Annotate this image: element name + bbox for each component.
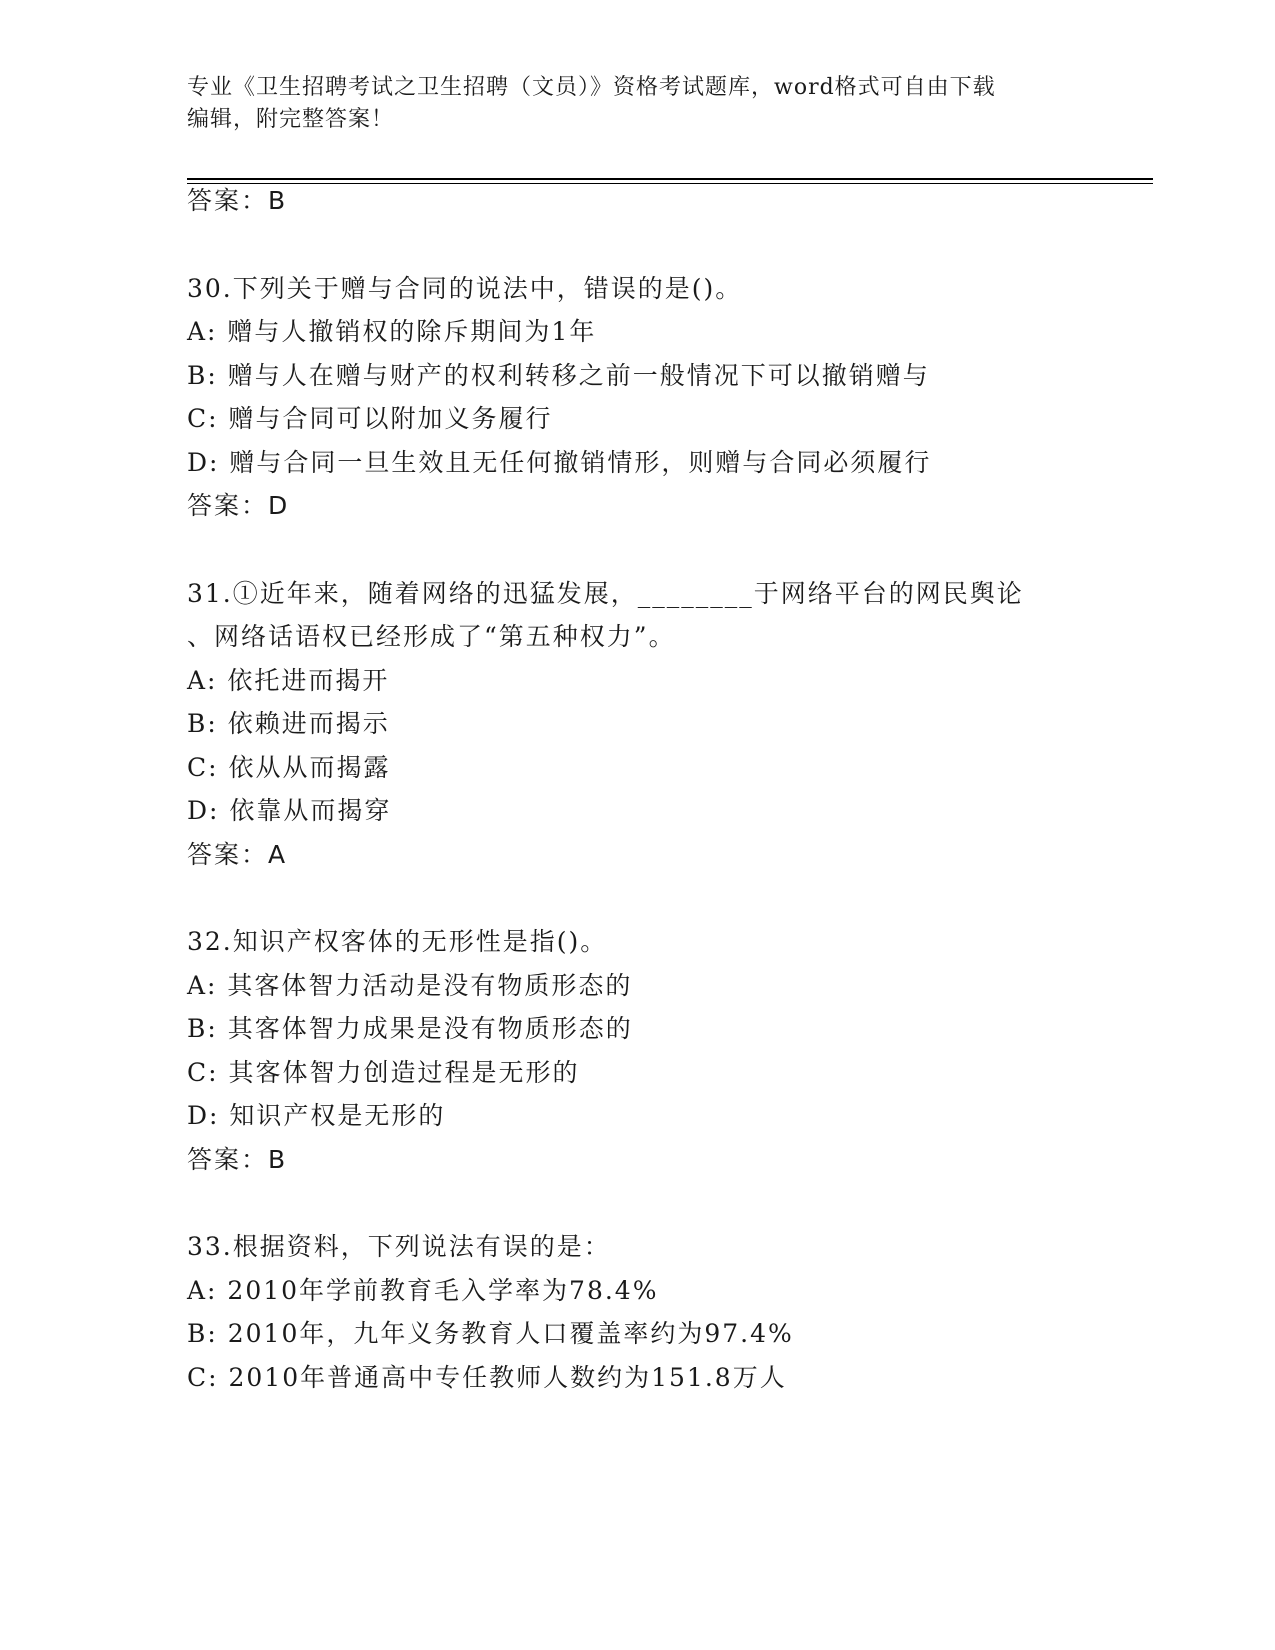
question-30-option-a: A: 赠与人撤销权的除斥期间为1年 [187, 317, 597, 346]
question-33-option-c: C: 2010年普通高中专任教师人数约为151.8万人 [187, 1363, 787, 1392]
question-31-option-a: A: 依托进而揭开 [187, 666, 390, 695]
document-header [187, 72, 1067, 136]
previous-answer: 答案：B [187, 186, 288, 215]
header-line-2: 编辑，附完整答案！ [187, 107, 395, 132]
question-32-answer: 答案：B [187, 1145, 288, 1174]
header-divider-thick [187, 178, 1153, 180]
header-line-1: 专业《卫生招聘考试之卫生招聘（文员）》资格考试题库，word格式可自由下载 [187, 75, 996, 100]
header-divider-thin [187, 183, 1153, 184]
question-31-stem-line-2: 、网络话语权已经形成了“第五种权力”。 [187, 622, 676, 651]
question-31-stem-line-1: 31.①近年来，随着网络的迅猛发展，________于网络平台的网民舆论 [187, 579, 1024, 608]
question-30-option-d: D: 赠与合同一旦生效且无任何撤销情形，则赠与合同必须履行 [187, 448, 932, 477]
question-31-option-b: B: 依赖进而揭示 [187, 709, 390, 738]
question-32-option-c: C: 其客体智力创造过程是无形的 [187, 1058, 580, 1087]
question-31-option-d: D: 依靠从而揭穿 [187, 796, 392, 825]
question-32-stem: 32.知识产权客体的无形性是指()。 [187, 927, 608, 956]
question-31-option-c: C: 依从从而揭露 [187, 753, 391, 782]
question-30-stem: 30.下列关于赠与合同的说法中，错误的是()。 [187, 274, 743, 303]
question-32-option-b: B: 其客体智力成果是没有物质形态的 [187, 1014, 633, 1043]
question-30-option-b: B: 赠与人在赠与财产的权利转移之前一般情况下可以撤销赠与 [187, 361, 930, 390]
question-33-option-a: A: 2010年学前教育毛入学率为78.4% [187, 1276, 659, 1305]
question-31-answer: 答案：A [187, 840, 288, 869]
question-30-option-c: C: 赠与合同可以附加义务履行 [187, 404, 553, 433]
question-32-option-d: D: 知识产权是无形的 [187, 1101, 446, 1130]
question-30-answer: 答案：D [187, 491, 290, 520]
question-32-option-a: A: 其客体智力活动是没有物质形态的 [187, 971, 633, 1000]
question-33-stem: 33.根据资料，下列说法有误的是： [187, 1232, 611, 1261]
question-33-option-b: B: 2010年，九年义务教育人口覆盖率约为97.4% [187, 1319, 794, 1348]
